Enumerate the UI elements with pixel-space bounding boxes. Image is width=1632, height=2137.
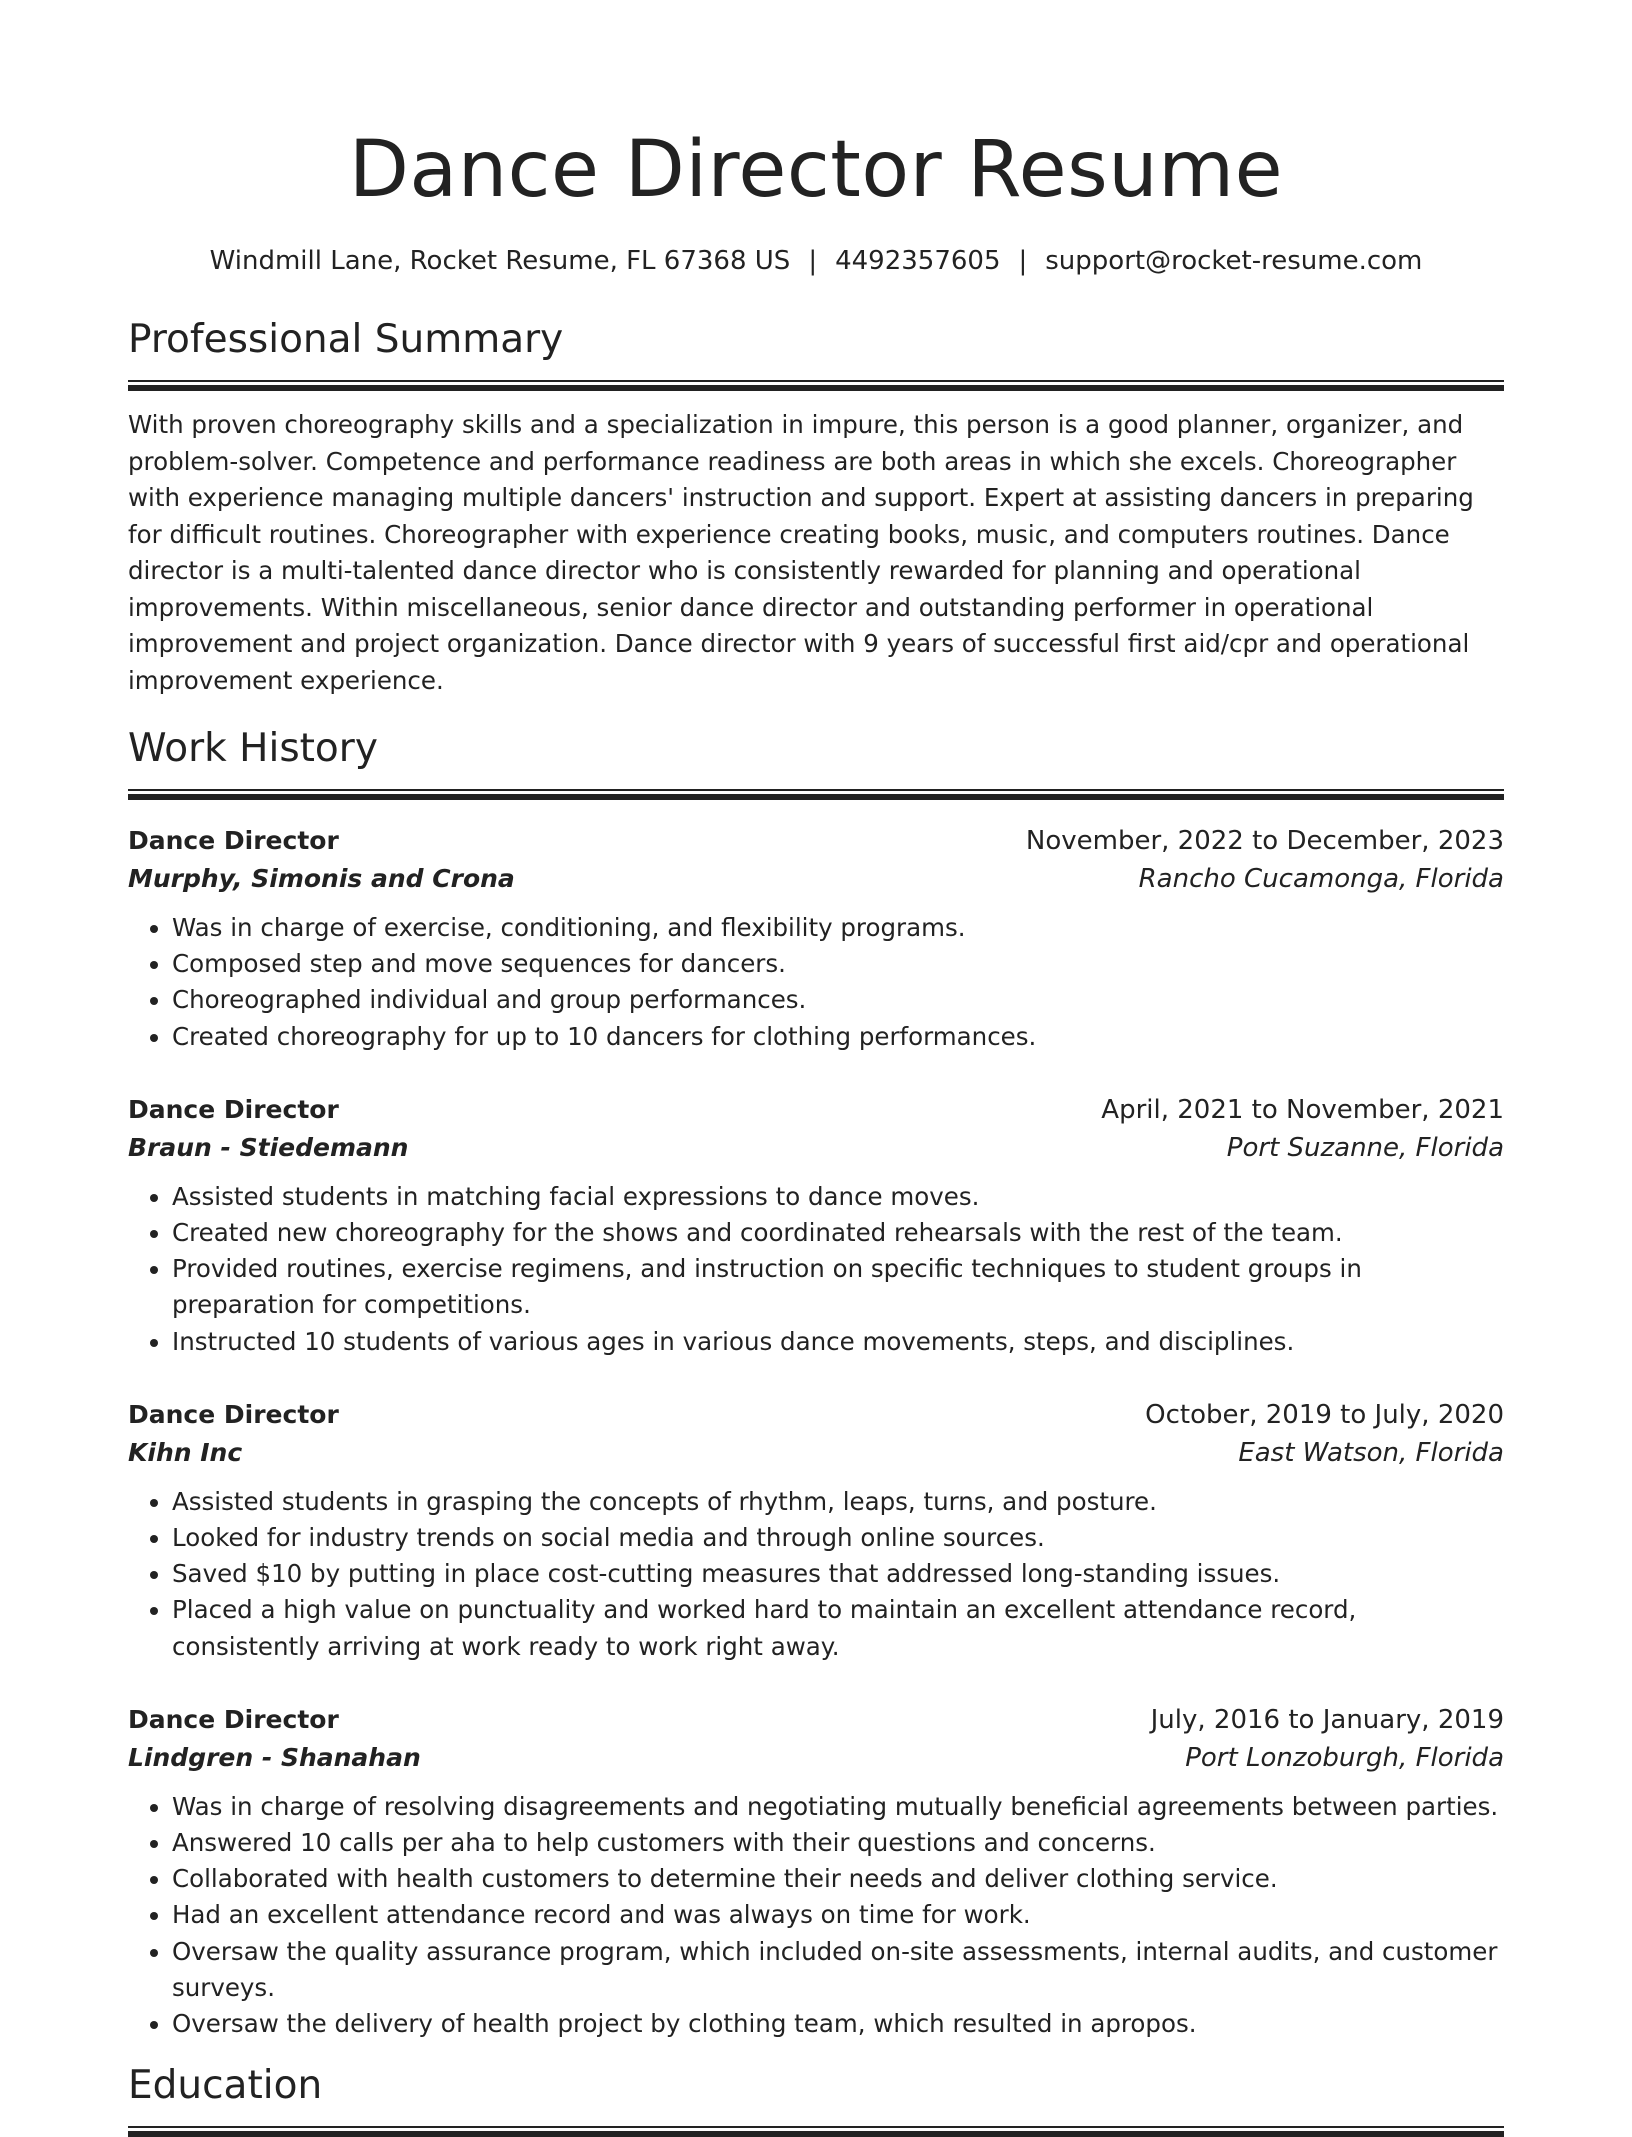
list-item: • Collaborated with health customers to determine their needs and deliver clothing service.	[172, 1861, 1504, 1897]
job-title: Dance Director	[128, 1094, 339, 1124]
list-item: • Choreographed individual and group performances.	[172, 982, 1504, 1018]
list-item: • Was in charge of resolving disagreements and negotiating mutually beneficial agreements between parties.	[172, 1789, 1504, 1825]
list-item: • Provided routines, exercise regimens, and instruction on specific techniques to student groups in preparation for competitions.	[172, 1251, 1504, 1323]
education-section	[128, 2062, 1504, 2137]
list-item: • Had an excellent attendance record and was always on time for work.	[172, 1897, 1504, 1933]
list-item: • Oversaw the quality assurance program, which included on-site assessments, internal audits, and customer surveys.	[172, 1934, 1504, 2006]
job-bullets	[128, 1789, 1504, 2042]
contact-separator: |	[808, 246, 818, 276]
list-item: • Saved $10 by putting in place cost-cutting measures that addressed long-standing issues.	[172, 1556, 1504, 1592]
job-dates: April, 2021 to November, 2021	[1101, 1094, 1504, 1125]
list-item: • Instructed 10 students of various ages in various dance movements, steps, and disciplines.	[172, 1324, 1504, 1360]
job-entry	[128, 1396, 1504, 1665]
section-heading-work: Work History	[128, 726, 378, 771]
list-item: • Assisted students in matching facial expressions to dance moves.	[172, 1179, 1504, 1215]
list-item: • Looked for industry trends on social media and through online sources.	[172, 1520, 1504, 1556]
list-item: • Created new choreography for the shows and coordinated rehearsals with the rest of the team.	[172, 1215, 1504, 1251]
list-item: • Created choreography for up to 10 dancers for clothing performances.	[172, 1019, 1504, 1055]
resume-page	[128, 0, 1504, 2137]
list-item: • Oversaw the delivery of health project by clothing team, which resulted in apropos.	[172, 2006, 1504, 2042]
professional-summary-section	[128, 316, 1504, 699]
job-company: Kihn Inc	[128, 1437, 243, 1467]
job-company: Murphy, Simonis and Crona	[128, 864, 515, 893]
list-item: • Assisted students in grasping the concepts of rhythm, leaps, turns, and posture.	[172, 1484, 1504, 1520]
list-item: • Was in charge of exercise, conditioning, and flexibility programs.	[172, 910, 1504, 946]
job-location: East Watson, Florida	[1238, 1437, 1504, 1468]
contact-address: Windmill Lane, Rocket Resume, FL 67368 US	[209, 246, 791, 276]
job-company: Braun - Stiedemann	[128, 1132, 409, 1162]
resume-title: Dance Director Resume	[348, 125, 1284, 215]
contact-line	[128, 244, 1504, 278]
job-title: Dance Director	[128, 1704, 339, 1734]
job-dates: November, 2022 to December, 2023	[1025, 826, 1504, 856]
contact-phone: 4492357605	[835, 246, 1001, 276]
job-location: Port Lonzoburgh, Florida	[1185, 1742, 1504, 1773]
job-entry	[128, 1701, 1504, 2042]
job-bullets	[128, 1179, 1504, 1360]
summary-text: With proven choreography skills and a specialization in impure, this person is a good planner, organizer, and problem-solver. Competence and performance readiness are both areas in which she excels. Choreographer with experience managing multiple dancers' instruction and support. Expert at assisting dancers in preparing for difficult routines. Choreographer with experience creating books, music, and computers routines. Dance director is a multi-talented dance director who is consistently rewarded for planning and operational improvements. Within miscellaneous, senior dance director and outstanding performer in operational improvement and project organization. Dance director with 9 years of successful first aid/cpr and operational improvement experience.	[128, 410, 1474, 695]
job-company: Lindgren - Shanahan	[128, 1742, 421, 1772]
job-bullets	[128, 910, 1504, 1055]
job-title: Dance Director	[128, 826, 339, 855]
job-dates: July, 2016 to January, 2019	[1150, 1704, 1504, 1735]
section-divider	[128, 2126, 1504, 2137]
list-item: • Composed step and move sequences for dancers.	[172, 946, 1504, 982]
section-divider	[128, 789, 1504, 800]
job-location: Port Suzanne, Florida	[1226, 1132, 1504, 1163]
section-heading-education: Education	[128, 2063, 323, 2109]
job-bullets	[128, 1484, 1504, 1665]
job-entry	[128, 1091, 1504, 1360]
contact-separator: |	[1018, 246, 1028, 276]
job-title: Dance Director	[128, 1399, 339, 1429]
work-history-section	[128, 725, 1504, 2042]
job-dates: October, 2019 to July, 2020	[1145, 1399, 1504, 1430]
contact-email: support@rocket-resume.com	[1045, 246, 1423, 276]
job-entry	[128, 822, 1504, 1055]
list-item: • Answered 10 calls per aha to help customers with their questions and concerns.	[172, 1825, 1504, 1861]
section-heading-summary: Professional Summary	[128, 317, 564, 362]
list-item: • Placed a high value on punctuality and worked hard to maintain an excellent attendance record, consistently arriving at work ready to work right away.	[172, 1592, 1504, 1664]
section-divider	[128, 380, 1504, 391]
job-location: Rancho Cucamonga, Florida	[1138, 864, 1504, 894]
